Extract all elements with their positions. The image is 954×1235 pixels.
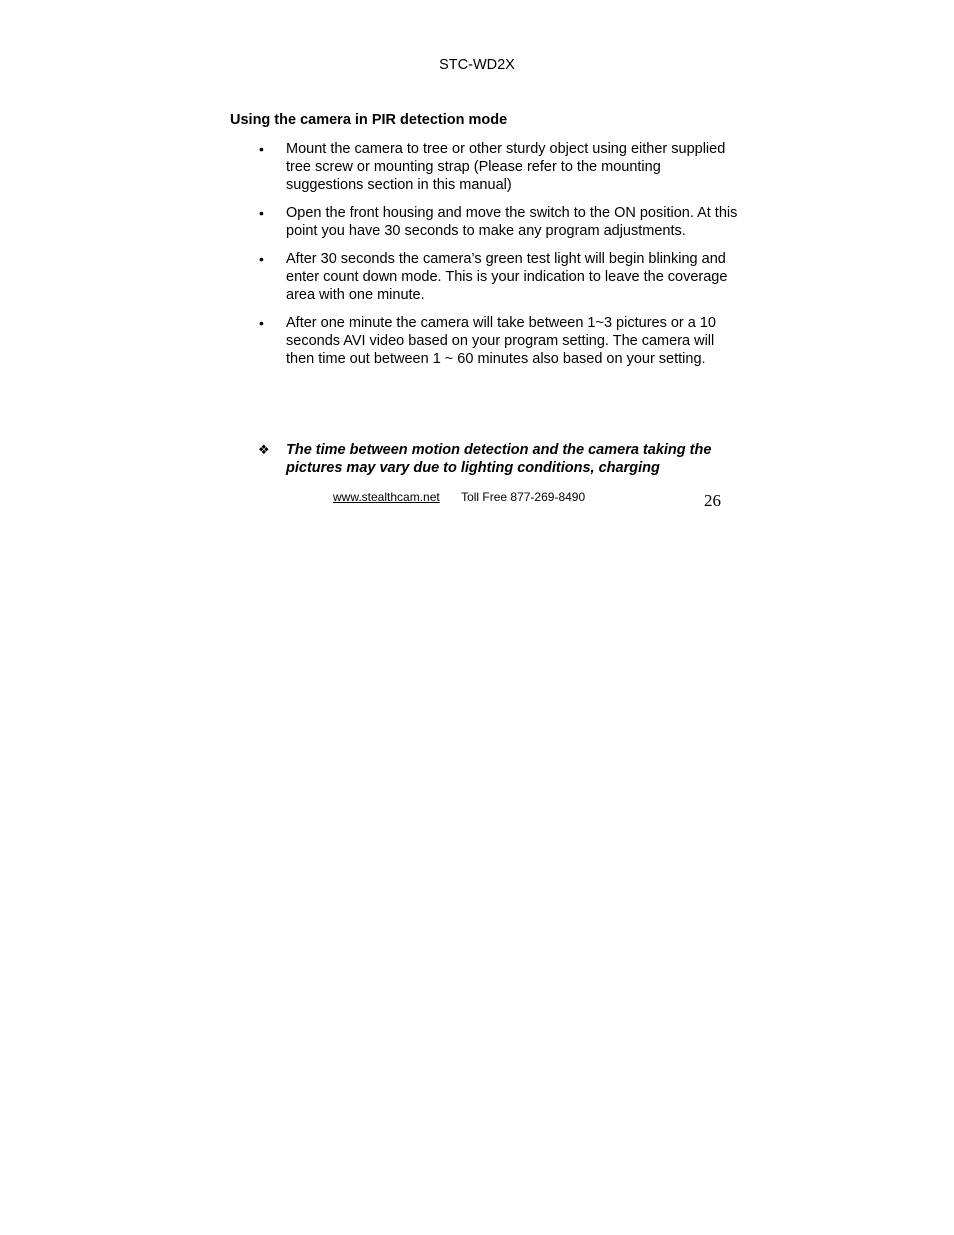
note-block [230,441,740,477]
document-header-title: STC-WD2X [439,57,515,73]
phone-number: Toll Free 877-269-8490 [461,490,586,504]
page-footer [333,490,585,505]
instruction-list [230,140,740,378]
list-item [230,204,740,240]
bullet-icon: • [259,315,264,331]
page-number: 26 [704,491,721,510]
list-item-text: After 30 seconds the camera’s green test light will begin blinking and enter count down mode. This is your indication to leave the coverage area with one minute. [286,251,728,303]
website-link[interactable]: www.stealthcam.net [333,490,440,504]
bullet-icon: • [259,141,264,157]
list-item [230,140,740,194]
list-item [230,250,740,304]
list-item-text: After one minute the camera will take between 1~3 pictures or a 10 seconds AVI video based on your program setting. The camera will then time out between 1 ~ 60 minutes also based on your setting. [286,315,717,367]
bullet-icon: • [259,251,264,267]
section-heading: Using the camera in PIR detection mode [230,112,508,128]
note-text: The time between motion detection and the camera taking the pictures may vary due to lighting conditions, charging [286,442,712,476]
diamond-bullet-icon: ❖ [258,442,270,457]
list-item-text: Open the front housing and move the switch to the ON position. At this point you have 30 seconds to make any program adjustments. [286,205,738,239]
bullet-icon: • [259,205,264,221]
list-item-text: Mount the camera to tree or other sturdy object using either supplied tree screw or mounting strap (Please refer to the mounting suggestions section in this manual) [286,141,726,193]
list-item [230,314,740,368]
